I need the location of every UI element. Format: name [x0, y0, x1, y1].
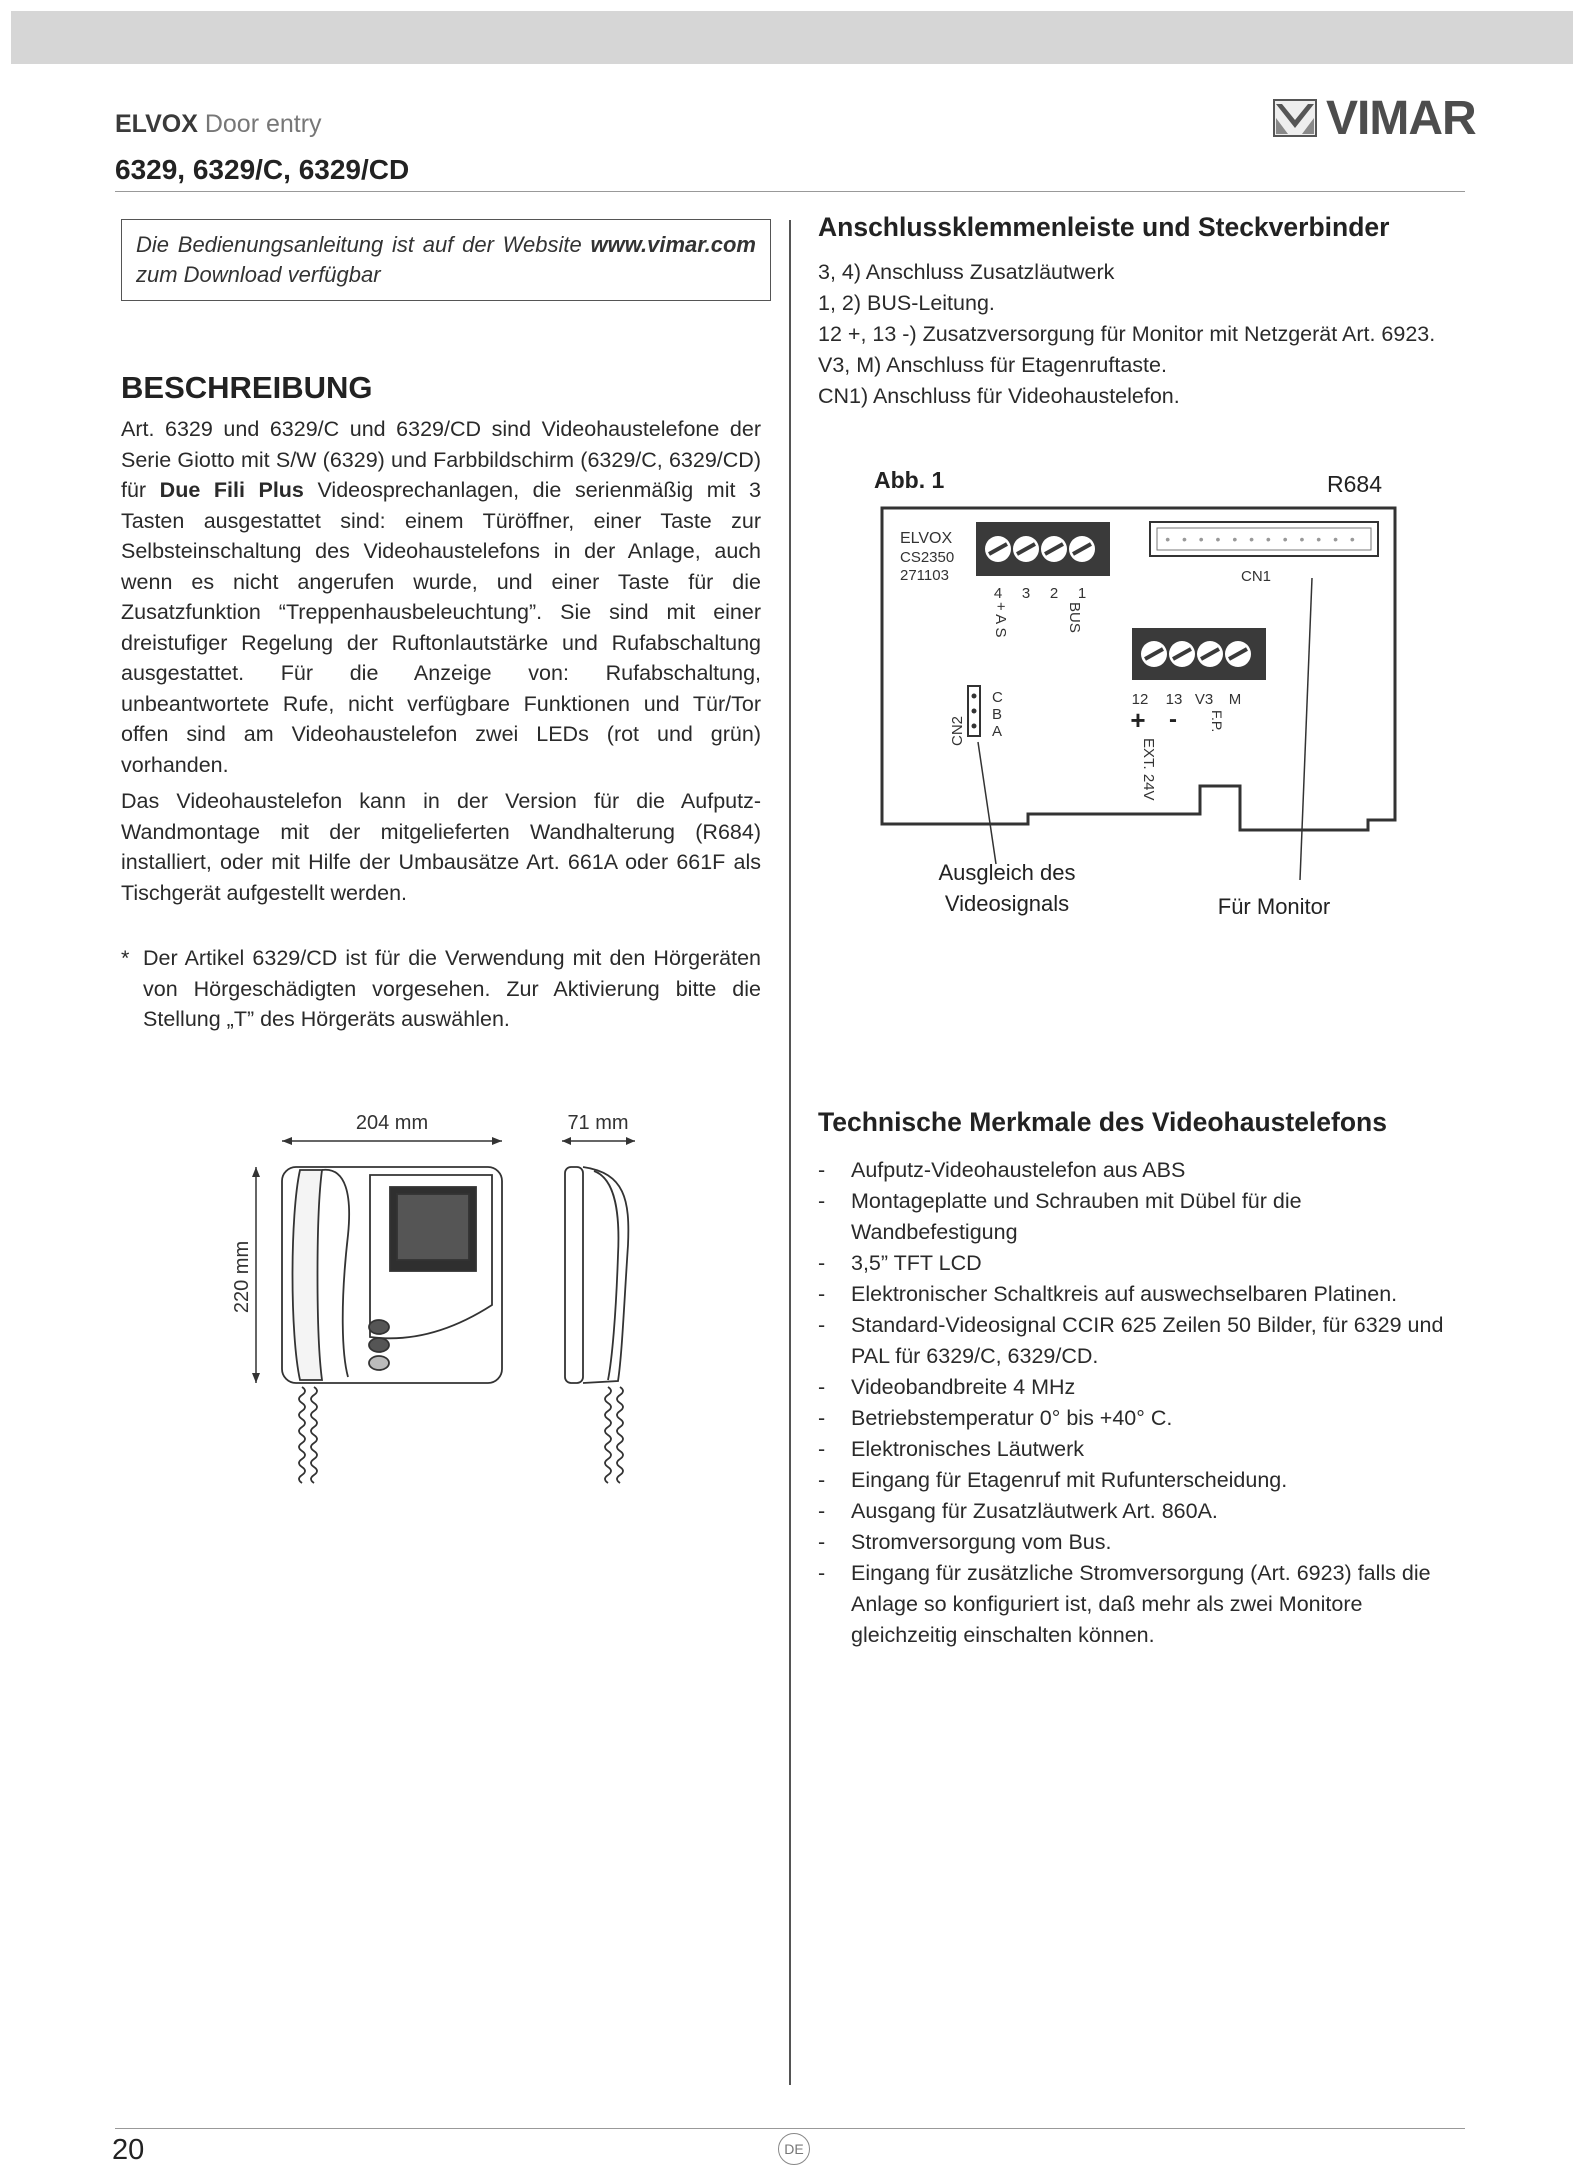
figure-title: Abb. 1 — [874, 467, 945, 493]
header-divider — [115, 191, 1465, 192]
board-id-2: CS2350 — [900, 549, 955, 566]
circuit-board-figure — [860, 460, 1420, 930]
list-item: - Elektronisches Läutwerk — [818, 1434, 1474, 1465]
terminal-number: 2 — [1049, 585, 1059, 602]
list-item: 1, 2) BUS-Leitung. — [818, 291, 995, 315]
list-item: - Eingang für Etagenruf mit Rufunterscheidung. — [818, 1465, 1474, 1496]
vimar-logo: VIMAR — [1272, 92, 1476, 144]
list-item: - 3,5” TFT LCD — [818, 1248, 1474, 1279]
list-item: - Stromversorgung vom Bus. — [818, 1527, 1474, 1558]
page-number: 20 — [112, 2134, 145, 2166]
svg-text:• • • • • • • • • • • •: • • • • • • • • • • • • — [1165, 531, 1359, 547]
caption-right: Für Monitor — [1217, 894, 1331, 919]
language-badge: DE — [778, 2133, 810, 2165]
list-item: - Montageplatte und Schrauben mit Dübel für die Wandbefestigung — [818, 1186, 1474, 1248]
model-title: 6329, 6329/C, 6329/CD — [115, 154, 410, 185]
brand-label: ELVOX Door entry — [115, 110, 322, 138]
list-item: - Ausgang für Zusatzläutwerk Art. 860A. — [818, 1496, 1474, 1527]
dimensions-drawing — [230, 1105, 650, 1545]
website-link[interactable]: www.vimar.com — [590, 232, 756, 257]
power-number: V3 — [1194, 691, 1214, 708]
terminal-number: 3 — [1021, 585, 1031, 602]
power-number: 13 — [1165, 691, 1183, 708]
vimar-logo-icon — [1272, 98, 1318, 138]
figure-part: R684 — [1327, 471, 1382, 497]
caption-left-2: Videosignals — [944, 891, 1070, 916]
as-label: + A S — [992, 602, 1009, 638]
download-note — [121, 219, 771, 301]
description-title: BESCHREIBUNG — [121, 370, 373, 405]
fp-label: F.P. — [1209, 710, 1225, 733]
monitor-side-view — [565, 1167, 628, 1483]
bus-label: BUS — [1066, 602, 1083, 633]
description-paragraph-1: Art. 6329 und 6329/C und 6329/CD sind Videohaustelefone der Serie Giotto mit S/W (6329) und Farbbildschirm (6329/C, 6329/CD) für Due Fili Plus Videosprechanlagen, die serienmäßig mit 3 Tasten ausgestattet sind: einem Türöffner, einer Taste zur Selbsteinschaltung des Videohaustelefons in der Anlage, auch wenn es nicht angerufen wurde, und einer Taste für die Zusatzfunktion “Treppenhausbeleuchtung”. Sie sind mit einer dreistufiger Regelung der Ruftonlautstärke und Rufabschaltung ausgestattet. Für die Anzeige von: Rufabschaltung, unbeantwortete Rufe, nicht verfügbare Funktionen und Tür/Tor offen sind am Videohaustelefon zwei LEDs (rot und grün) vorhanden. — [121, 417, 761, 777]
list-item: 3, 4) Anschluss Zusatzläutwerk — [818, 260, 1115, 284]
terminals-title: Anschlussklemmenleiste und Steckverbinder — [818, 212, 1390, 242]
list-item: - Eingang für zusätzliche Stromversorgung (Art. 6923) falls die Anlage so konfiguriert ist, daß mehr als zwei Monitore gleichzeitig einschalten können. — [818, 1558, 1474, 1651]
list-item: - Betriebstemperatur 0° bis +40° C. — [818, 1403, 1474, 1434]
ext-label: EXT. 24V — [1140, 738, 1157, 801]
top-bar — [11, 11, 1573, 64]
download-note-text: Die Bedienungsanleitung ist auf der Website www.vimar.com zum Download verfügbar — [136, 232, 756, 287]
cn2-pin: C — [992, 689, 1003, 706]
tech-title: Technische Merkmale des Videohaustelefons — [818, 1107, 1387, 1137]
power-number: M — [1228, 691, 1242, 708]
cn2-pin: A — [992, 723, 1003, 740]
power-number: 12 — [1131, 691, 1149, 708]
terminal-number: 1 — [1077, 585, 1087, 602]
minus-sign: - — [1169, 706, 1177, 733]
height-label: 220 mm — [231, 1240, 253, 1314]
plus-sign: + — [1130, 705, 1146, 735]
terminals-list — [818, 257, 1490, 412]
tech-list — [818, 1155, 1474, 1651]
description-paragraph-2: Das Videohaustelefon kann in der Version für die Aufputz-Wandmontage mit der mitgelieferten Wandhalterung (R684) installiert, oder mit Hilfe der Umbausätze Art. 661A oder 661F als Tischgerät aufgestellt werden. — [121, 789, 761, 905]
terminal-block-power — [1132, 628, 1266, 680]
terminal-block-bus — [976, 522, 1110, 576]
list-item: 12 +, 13 -) Zusatzversorgung für Monitor mit Netzgerät Art. 6923. — [818, 322, 1436, 346]
list-item: CN1) Anschluss für Videohaustelefon. — [818, 384, 1180, 408]
board-id-3: 271103 — [900, 567, 949, 584]
list-item: - Standard-Videosignal CCIR 625 Zeilen 50 Bilder, für 6329 und PAL für 6329/C, 6329/CD. — [818, 1310, 1474, 1372]
list-item: - Elektronischer Schaltkreis auf auswechselbaren Platinen. — [818, 1279, 1474, 1310]
footer-divider — [115, 2128, 1465, 2129]
hearing-aid-note: * Der Artikel 6329/CD ist für die Verwendung mit den Hörgeräten von Hörgeschädigten vorgesehen. Zur Aktivierung bitte die Stellung „T” des Hörgeräts auswählen. — [121, 946, 761, 1031]
cn2-pin: B — [992, 706, 1003, 723]
monitor-front-view — [282, 1167, 502, 1483]
caption-left-1: Ausgleich des — [938, 860, 1076, 885]
terminal-number: 4 — [993, 585, 1003, 602]
list-item: - Videobandbreite 4 MHz — [818, 1372, 1474, 1403]
list-item: V3, M) Anschluss für Etagenruftaste. — [818, 353, 1167, 377]
column-divider — [789, 220, 791, 2085]
board-id-1: ELVOX — [900, 530, 953, 547]
list-item: - Aufputz-Videohaustelefon aus ABS — [818, 1155, 1474, 1186]
cn1-label: CN1 — [1240, 568, 1272, 585]
depth-label: 71 mm — [567, 1112, 629, 1134]
cn2-label: CN2 — [949, 715, 966, 746]
width-label: 204 mm — [355, 1112, 429, 1134]
